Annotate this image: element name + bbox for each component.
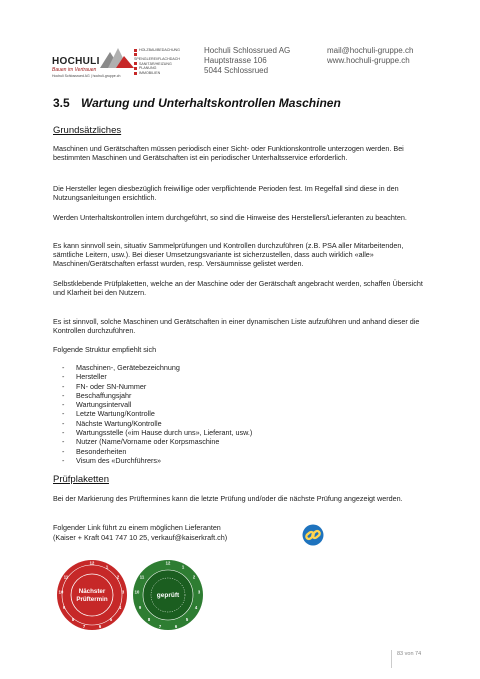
svg-text:12: 12 bbox=[89, 560, 95, 566]
paragraph: Es kann sinnvoll sein, situativ Sammelprüfungen und Kontrollen durchzuführen (z.B. PSA aller Mitarbeitenden, sämtliche Leitern, usw.). Bei dieser Umsetzungsvariante ist sicherzustellen, dass auch wirklich «alle» Maschinen/Gerätschaften erfasst wurden, resp. Versäumnisse gelistet werden. bbox=[53, 241, 404, 269]
svg-text:10: 10 bbox=[58, 589, 64, 595]
section-number: 3.5 bbox=[53, 96, 70, 110]
svg-text:12: 12 bbox=[165, 560, 171, 566]
svg-text:7: 7 bbox=[82, 624, 86, 629]
svg-text:10: 10 bbox=[134, 589, 140, 595]
svg-text:5: 5 bbox=[109, 617, 113, 622]
contact-email[interactable]: mail@hochuli-gruppe.ch bbox=[327, 46, 414, 55]
list-item: - Beschaffungsjahr bbox=[62, 391, 252, 400]
svg-text:4: 4 bbox=[118, 605, 122, 610]
logo-name: HOCHULI bbox=[52, 56, 100, 67]
svg-text:9: 9 bbox=[138, 605, 142, 610]
list-item: - Maschinen-, Gerätebezeichnung bbox=[62, 363, 252, 372]
service-item: SANITÄR/HEIZUNG bbox=[134, 62, 184, 67]
company-address bbox=[204, 46, 290, 76]
address-line: Hauptstrasse 106 bbox=[204, 56, 267, 65]
paragraph: Selbstklebende Prüfplaketten, welche an der Maschine oder der Gerätschaft angebracht werden, schaffen Übersicht und Klarheit bei den Nutzern. bbox=[53, 279, 423, 298]
paragraph: Folgende Struktur empfiehlt sich bbox=[53, 345, 157, 354]
address-line: 5044 Schlossrued bbox=[204, 66, 269, 75]
company-contact bbox=[327, 46, 413, 66]
paragraph: Maschinen und Gerätschaften müssen periodisch einer Sicht- oder Funktionskontrolle unterzogen werden. Bei bestimmten Maschinen und Gerätschaften ist ein periodischer Unterhaltsservice erforderlich. bbox=[53, 144, 404, 163]
svg-text:1: 1 bbox=[105, 564, 109, 570]
paragraph: Werden Unterhaltskontrollen intern durchgeführt, so sind die Hinweise des Herstellers/Lieferanten zu beachten. bbox=[53, 213, 407, 222]
section-title bbox=[53, 96, 341, 110]
svg-text:3: 3 bbox=[121, 589, 125, 595]
service-item: PLANUNG bbox=[134, 66, 184, 71]
sticker-green-label: geprüft bbox=[156, 592, 180, 599]
list-item: - FN- oder SN-Nummer bbox=[62, 382, 252, 391]
svg-text:2: 2 bbox=[192, 574, 196, 580]
structure-list bbox=[62, 363, 252, 465]
svg-text:8: 8 bbox=[71, 617, 75, 622]
list-item: - Hersteller bbox=[62, 372, 252, 381]
list-item: - Besonderheiten bbox=[62, 447, 252, 456]
page-number: 83 von 74 bbox=[391, 650, 421, 668]
list-item: - Wartungsintervall bbox=[62, 400, 252, 409]
list-item: - Nutzer (Name/Vorname oder Korpsmaschine bbox=[62, 437, 252, 446]
heading-pruefplaketten: Prüfplaketten bbox=[53, 474, 109, 485]
sticker-red-line1: Nächster bbox=[78, 588, 106, 595]
svg-text:5: 5 bbox=[185, 617, 189, 622]
next-inspection-sticker bbox=[56, 559, 128, 631]
svg-text:7: 7 bbox=[158, 624, 162, 629]
list-item: - Nächste Wartung/Kontrolle bbox=[62, 419, 252, 428]
heading-grundsaetzliches: Grundsätzliches bbox=[53, 125, 122, 136]
supplier-link[interactable]: (Kaiser + Kraft 041 747 10 25, verkauf@kaiserkraft.ch) bbox=[53, 533, 228, 542]
roof-logo-icon bbox=[100, 46, 134, 68]
list-item: - Wartungsstelle («im Hause durch uns», Lieferant, usw.) bbox=[62, 428, 252, 437]
logo-services bbox=[134, 48, 184, 76]
sticker-red-line2: Prüftermin bbox=[76, 596, 108, 603]
service-item: HOLZBAU/BEDACHUNG bbox=[134, 48, 184, 53]
logo-subline: Hochuli Schlossrued AG | hochuli-gruppe.ch bbox=[52, 74, 121, 78]
section-title-text: Wartung und Unterhaltskontrollen Maschinen bbox=[81, 96, 341, 110]
contact-website[interactable]: www.hochuli-gruppe.ch bbox=[327, 56, 410, 65]
company-logo bbox=[52, 46, 184, 80]
service-item: IMMOBILIEN bbox=[134, 71, 184, 76]
service-item: SPENGLEREI/FLACHDACH bbox=[134, 53, 184, 62]
svg-text:8: 8 bbox=[147, 617, 151, 622]
svg-text:11: 11 bbox=[139, 574, 145, 580]
link-chain-icon[interactable] bbox=[302, 524, 324, 546]
paragraph: Folgender Link führt zu einem möglichen Lieferanten bbox=[53, 523, 221, 532]
inspected-sticker bbox=[132, 559, 204, 631]
svg-text:11: 11 bbox=[63, 574, 69, 580]
svg-text:2: 2 bbox=[116, 574, 120, 580]
list-item: - Visum des «Durchführers» bbox=[62, 456, 252, 465]
logo-tagline: Bauen im Vertrauen bbox=[52, 67, 97, 73]
svg-text:6: 6 bbox=[174, 624, 178, 629]
paragraph: Es ist sinnvoll, solche Maschinen und Gerätschaften in einer dynamischen Liste aufzuführen und anhand dieser die Kontrollen durchzuführen. bbox=[53, 317, 420, 336]
list-item: - Letzte Wartung/Kontrolle bbox=[62, 409, 252, 418]
svg-text:6: 6 bbox=[98, 624, 102, 629]
svg-text:9: 9 bbox=[62, 605, 66, 610]
paragraph: Die Hersteller legen diesbezüglich freiwillige oder verpflichtende Perioden fest. Im Regelfall sind diese in den Nutzungsanleitungen ersichtlich. bbox=[53, 184, 399, 203]
svg-text:4: 4 bbox=[194, 605, 198, 610]
svg-text:3: 3 bbox=[197, 589, 201, 595]
address-line: Hochuli Schlossrued AG bbox=[204, 46, 291, 55]
paragraph: Bei der Markierung des Prüftermines kann die letzte Prüfung und/oder die nächste Prüfung angezeigt werden. bbox=[53, 494, 403, 503]
svg-text:1: 1 bbox=[181, 564, 185, 570]
